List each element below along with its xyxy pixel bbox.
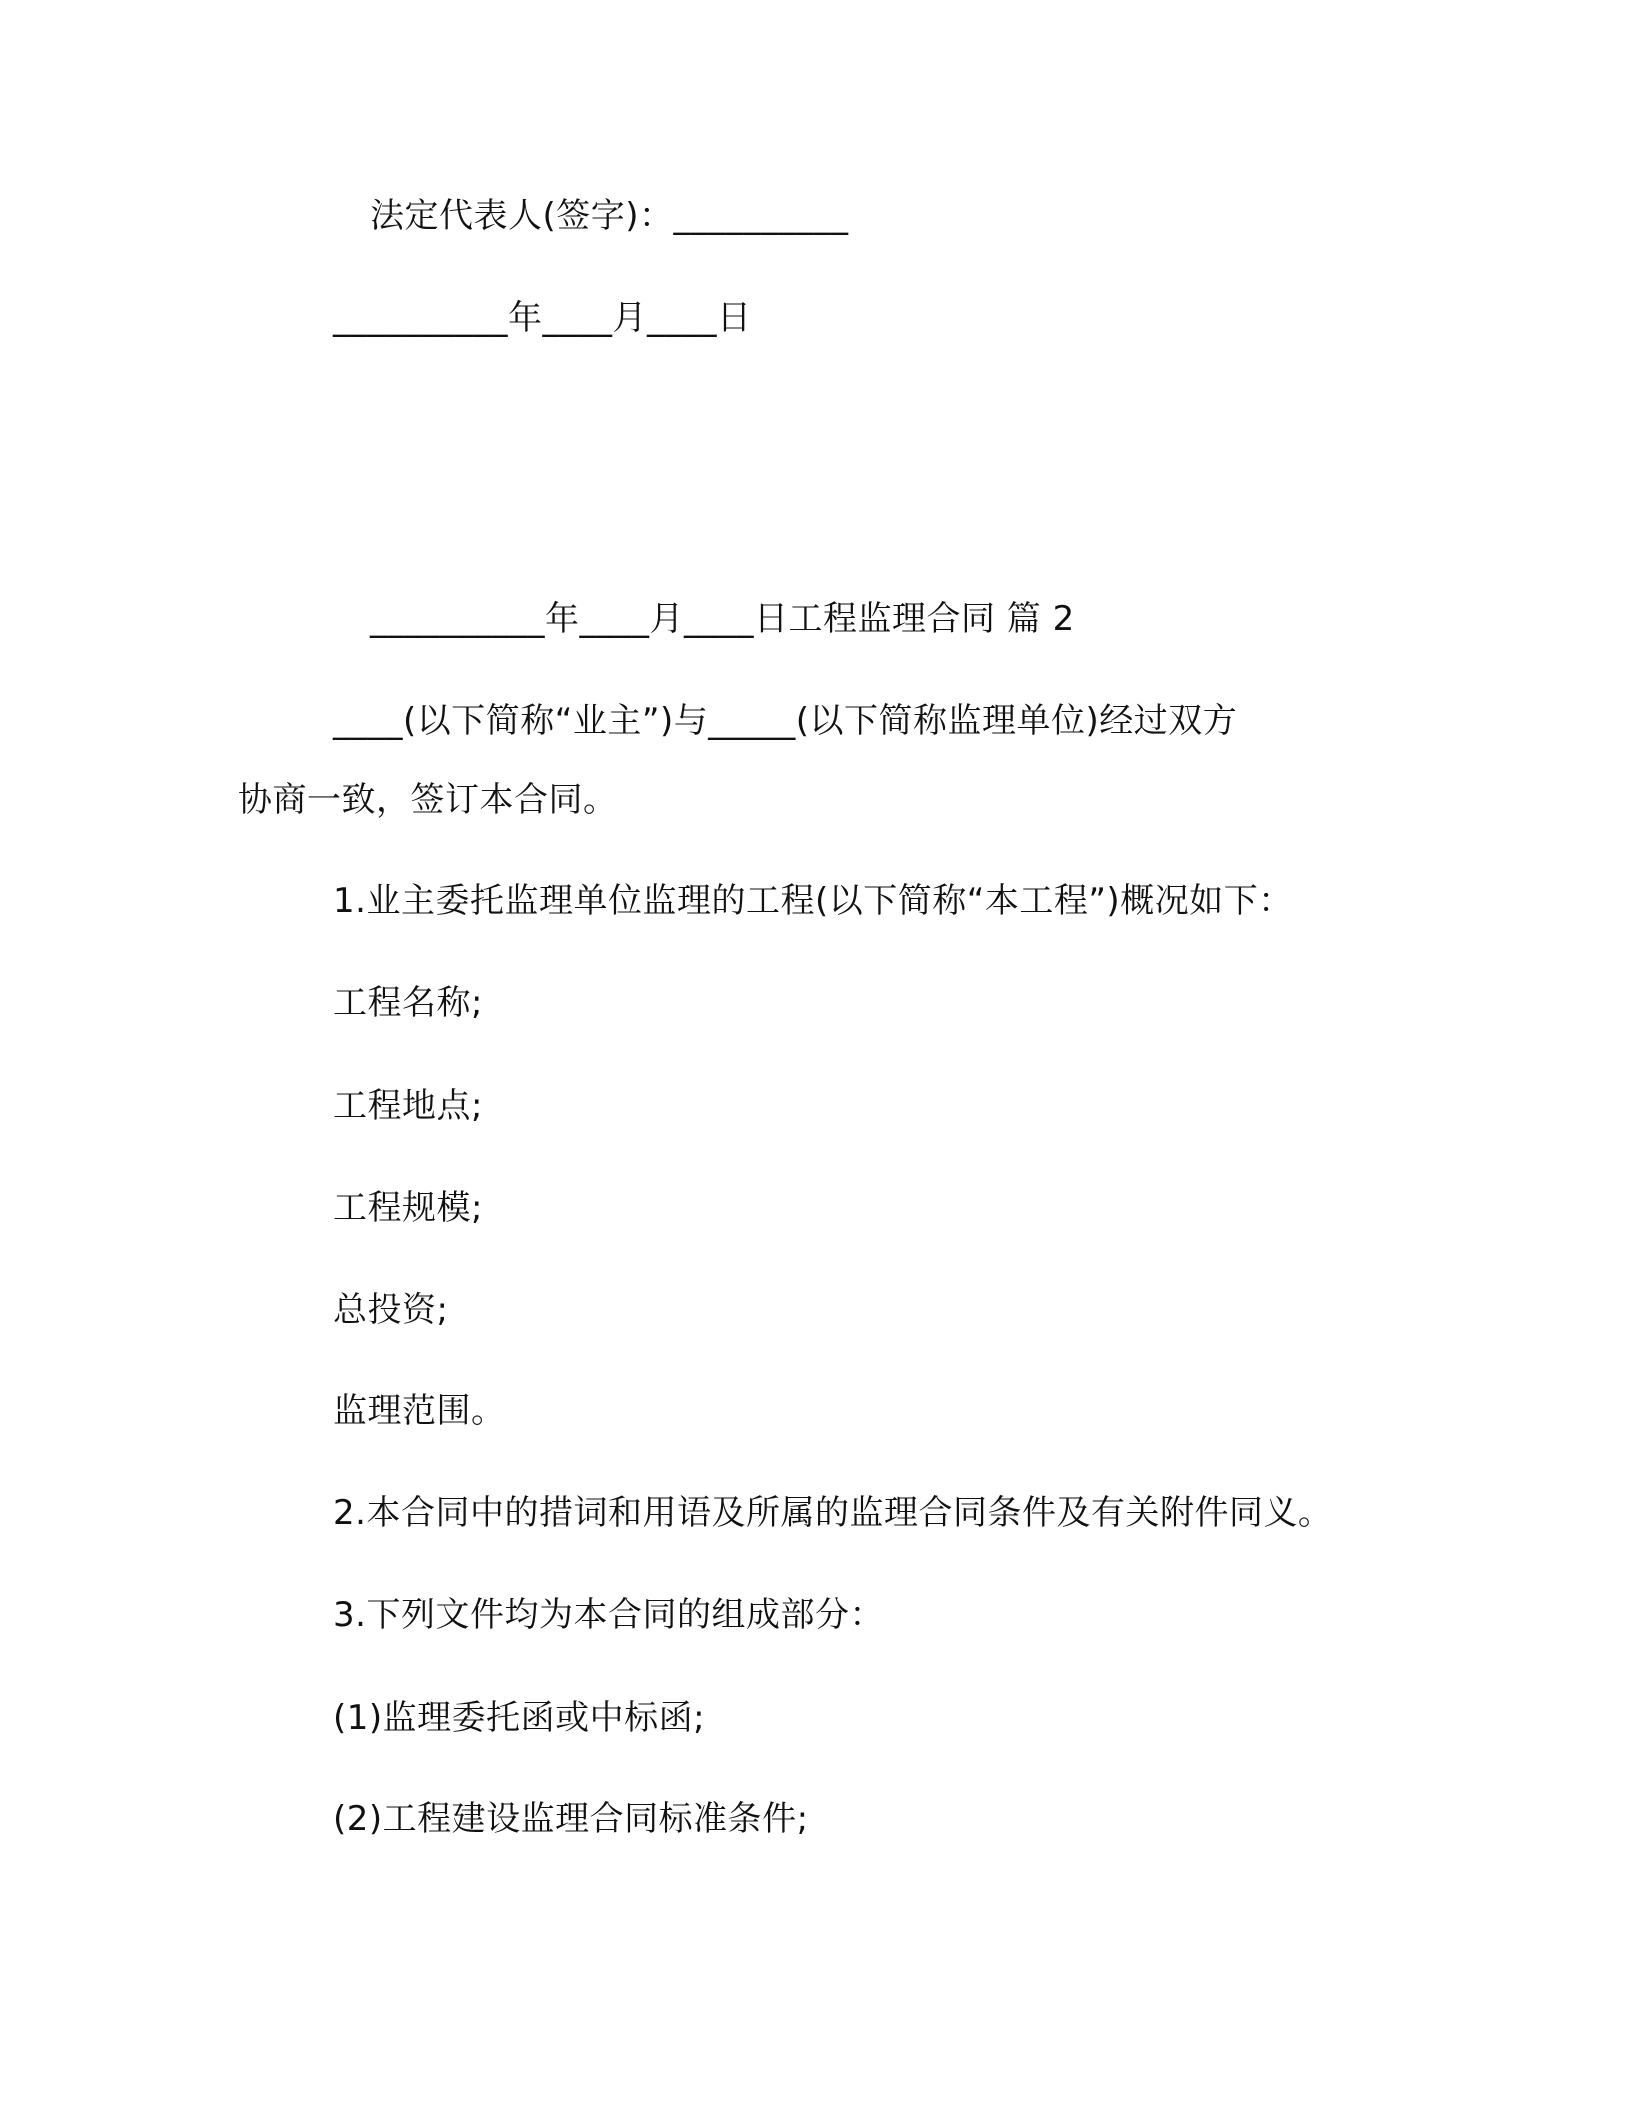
project-name-item: 工程名称; [333, 983, 483, 1023]
clause-3-item-2: (2)工程建设监理合同标准条件; [333, 1799, 809, 1839]
total-investment-item: 总投资; [333, 1290, 449, 1330]
project-location-item: 工程地点; [333, 1086, 483, 1126]
paragraph-intro-line-1: ____(以下简称“业主”)与_____(以下简称监理单位)经过双方 [333, 701, 1238, 741]
paragraph-intro-line-2: 协商一致，签订本合同。 [238, 780, 618, 820]
supervision-scope-item: 监理范围。 [333, 1391, 506, 1431]
clause-3: 3.下列文件均为本合同的组成部分： [333, 1595, 884, 1635]
legal-representative-signature-line: 法定代表人(签字)：__________ [370, 196, 849, 236]
signature-date-line: __________年____月____日 [333, 298, 752, 338]
clause-3-item-1: (1)监理委托函或中标函; [333, 1698, 706, 1738]
clause-1: 1.业主委托监理单位监理的工程(以下简称“本工程”)概况如下： [333, 881, 1293, 921]
project-scale-item: 工程规模; [333, 1188, 483, 1228]
contract-title: __________年____月____日工程监理合同 篇 2 [370, 599, 1075, 639]
clause-2: 2.本合同中的措词和用语及所属的监理合同条件及有关附件同义。 [333, 1493, 1333, 1533]
